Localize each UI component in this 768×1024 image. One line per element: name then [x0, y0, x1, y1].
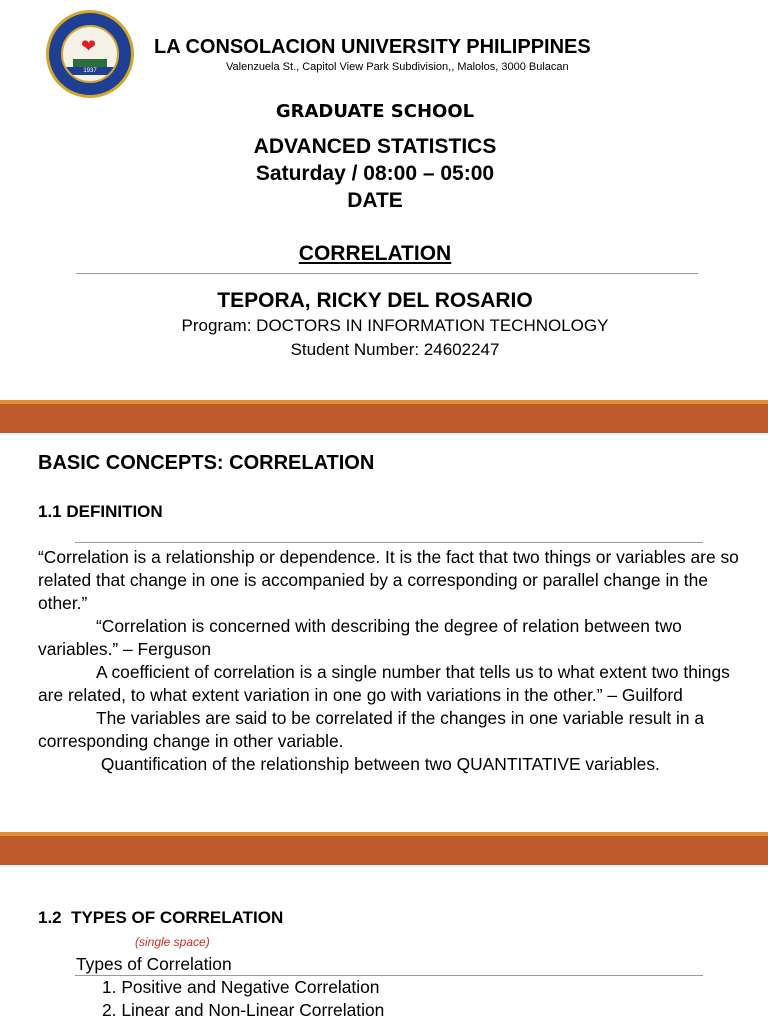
divider — [76, 273, 698, 274]
divider — [75, 542, 703, 543]
heart-icon: ❤ — [81, 36, 97, 56]
section-band — [0, 832, 768, 865]
schedule: Saturday / 08:00 – 05:00 — [255, 162, 495, 185]
university-seal-icon — [46, 10, 134, 98]
types-heading: 1.2 TYPES OF CORRELATION — [38, 908, 284, 927]
paragraph: Quantification of the relationship between two QUANTITATIVE variables. — [96, 754, 660, 774]
paragraph: “Correlation is concerned with describing the degree of relation between two variables.” – Ferguson — [38, 616, 682, 659]
definition-body — [38, 546, 750, 776]
types-label: Types of Correlation — [76, 954, 232, 974]
university-address: Valenzuela St., Capitol View Park Subdivision,, Malolos, 3000 Bulacan — [226, 61, 569, 73]
student-program: Program: DOCTORS IN INFORMATION TECHNOLOGY — [181, 316, 609, 335]
list-item: 1. Positive and Negative Correlation — [102, 977, 380, 997]
subject-title: ADVANCED STATISTICS — [253, 135, 497, 158]
formatting-note: (single space) — [135, 935, 210, 949]
section-title: BASIC CONCEPTS: CORRELATION — [38, 452, 375, 474]
student-name: TEPORA, RICKY DEL ROSARIO — [217, 289, 533, 312]
paragraph: The variables are said to be correlated if the changes in one variable result in a corresponding change in other variable. — [38, 708, 705, 751]
book-icon — [73, 59, 107, 67]
topic-title-text: CORRELATION — [298, 242, 452, 265]
university-name: LA CONSOLACION UNIVERSITY PHILIPPINES — [154, 36, 591, 58]
topic-title — [0, 242, 750, 266]
divider — [75, 975, 703, 976]
paragraph: A coefficient of correlation is a single number that tells us to what extent two things are related, to what extent variation in one go with variations in the other.” – Guilford — [38, 662, 730, 705]
list-item: 2. Linear and Non-Linear Correlation — [102, 1000, 385, 1020]
seal-year: 1937 — [63, 67, 117, 75]
date-label: DATE — [347, 189, 403, 212]
seal-emblem — [61, 25, 119, 83]
paragraph: “Correlation is a relationship or dependence. It is the fact that two things or variables are so related that change in one is accompanied by a corresponding or parallel change in the other.” — [38, 547, 739, 613]
student-number: Student Number: 24602247 — [290, 340, 500, 359]
section-band — [0, 400, 768, 433]
school-label: GRADUATE SCHOOL — [275, 101, 475, 122]
definition-heading: 1.1 DEFINITION — [38, 502, 163, 521]
